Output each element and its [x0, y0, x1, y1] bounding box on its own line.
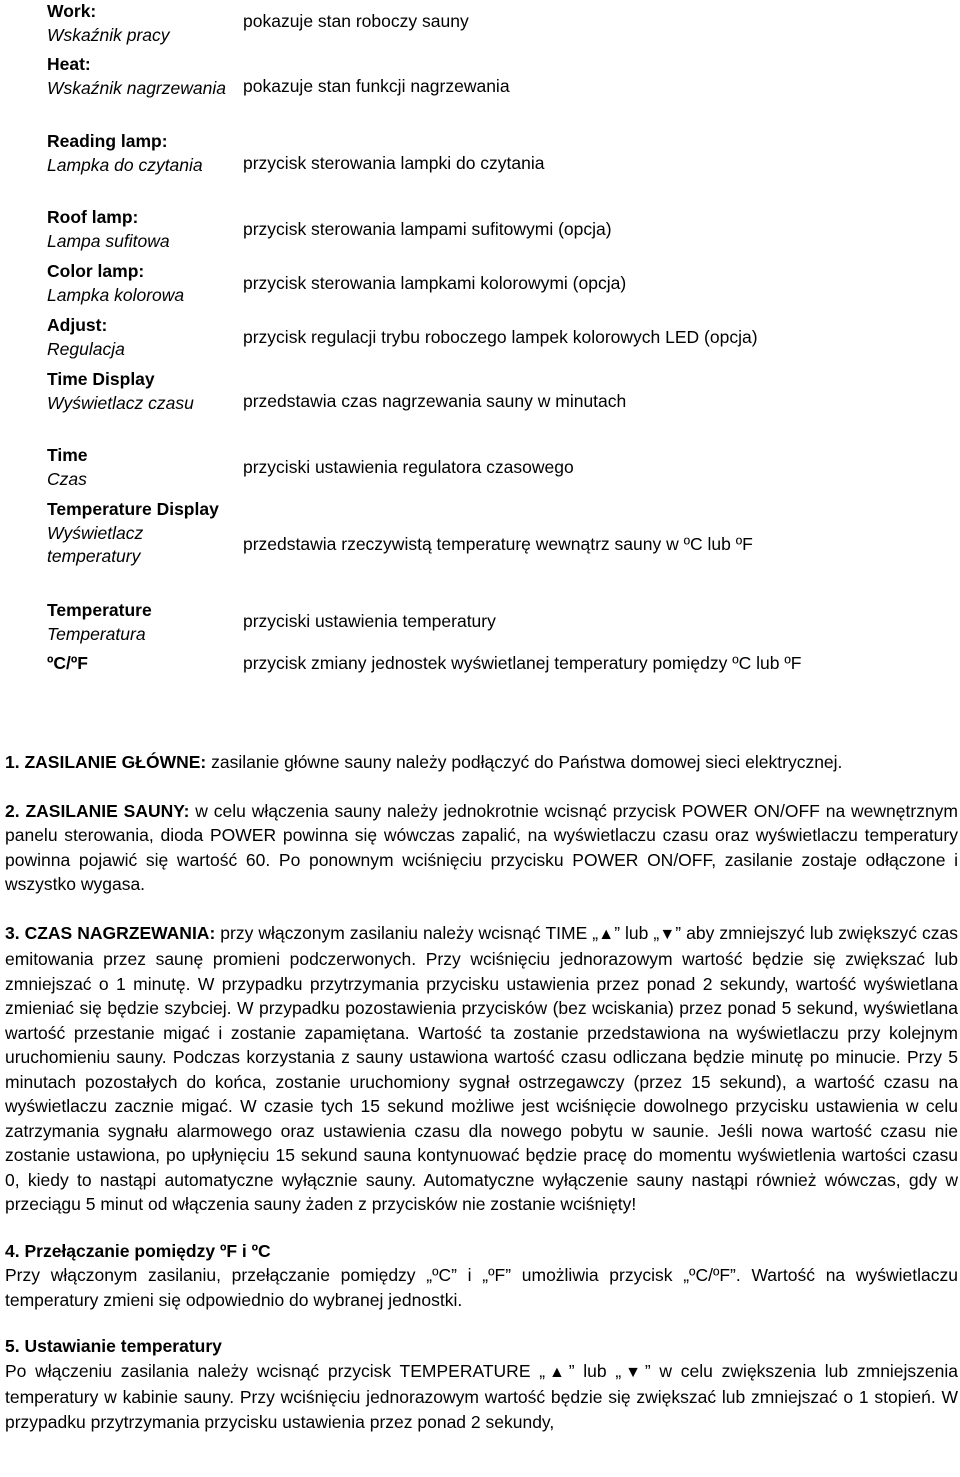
arrow-down-icon: ▼	[621, 1363, 645, 1381]
definition-description: przycisk sterowania lampami sufitowymi (opcja)	[243, 219, 612, 239]
definition-term	[47, 314, 237, 361]
term-english: Temperature Display	[47, 499, 219, 519]
term-english: Reading lamp:	[47, 131, 168, 151]
section-text: w celu włączenia sauny należy jednokrotnie wcisnąć przycisk POWER ON/OFF na wewnętrznym panelu sterowania, dioda POWER powinna się wówczas zapalić, na wyświetlaczu czasu oraz wyświetlaczu temperatury powinna pojawić się wartość 60. Po ponownym wciśnięciu przycisku POWER ON/OFF, zasilanie zostaje odłączone i wszystko wygasa.	[5, 800, 958, 894]
section-main-power	[5, 750, 958, 775]
definition-description: przycisk sterowania lampki do czytania	[243, 153, 545, 173]
term-english: Heat:	[47, 54, 91, 74]
section-text: ” lub „	[568, 1360, 622, 1381]
section-unit-switch-title: 4. Przełączanie pomiędzy ºF i ºC	[5, 1240, 271, 1261]
definition-term	[47, 0, 237, 47]
section-text: ” aby zmniejszyć lub zwiększyć czas emitowania przez saunę promieni podczerwonych. Przy wciśnięciu jednorazowym wartość będzie się zwiększać lub zmniejszać o 1 minutę. W przypadku przytrzymania przycisku ustawienia przez ponad 2 sekundy, wartość wyświetlana zmieniać się będzie szybciej. W przypadku pozostawienia przycisków (bez wciskania) przez ponad 5 sekund, wyświetlana wartość przestanie migać i zostanie zapamiętana. Wartość ta zostanie przedstawiona na wyświetlaczu przy kolejnym uruchomieniu sauny. Podczas korzystania z sauny ustawiona wartość czasu odliczana będzie minutę po minucie. Przy 5 minutach pozostałych do końca, zostanie uruchomiony sygnał ostrzegawczy (przez 15 sekund), a wartość czasu na wyświetlaczu zacznie migać. W czasie tych 15 sekund możliwe jest wciśnięcie dowolnego przycisku ustawienia w celu zatrzymania sygnału alarmowego oraz ustawienia czasu dla nowego pobytu w saunie. Jeśli nowa wartość czasu nie zostanie ustawiona, po upłynięciu 15 sekund sauna kontynuować będzie pracę do momentu wyświetlenia wartości czasu 0, kiedy to nastąpi automatyczne wyłącznie sauny. Automatyczne wyłączenie sauny nastąpi również wówczas, gdy w przeciągu 5 minut od włączenia sauny żaden z przycisków nie zostanie wciśnięty!	[5, 922, 958, 1214]
section-text: Po włączeniu zasilania należy wcisnąć przycisk TEMPERATURE „	[5, 1360, 546, 1381]
term-polish: Wyświetlacz temperatury	[47, 522, 144, 566]
definition-description: pokazuje stan roboczy sauny	[243, 11, 469, 31]
term-polish: Wyświetlacz czasu	[47, 392, 194, 413]
definition-term	[47, 53, 237, 100]
term-english: Temperature	[47, 600, 152, 620]
term-english: Work:	[47, 1, 97, 21]
definition-description: pokazuje stan funkcji nagrzewania	[243, 76, 510, 96]
section-heating-time	[5, 921, 958, 1217]
definition-term	[47, 498, 237, 569]
arrow-down-icon: ▼	[659, 925, 676, 943]
section-temperature-title: 5. Ustawianie temperatury	[5, 1336, 222, 1356]
definition-description: przyciski ustawienia temperatury	[243, 611, 496, 631]
definition-description: przedstawia czas nagrzewania sauny w minutach	[243, 391, 627, 411]
term-english: Color lamp:	[47, 261, 145, 281]
definition-description: przyciski ustawienia regulatora czasowego	[243, 457, 574, 477]
term-polish: Czas	[47, 468, 87, 489]
definition-term	[47, 444, 237, 491]
section-text: ” lub „	[614, 922, 660, 943]
term-polish: Wskaźnik pracy	[47, 24, 170, 45]
arrow-up-icon: ▲	[545, 1363, 569, 1381]
term-english: Time Display	[47, 369, 155, 389]
term-polish: Lampka kolorowa	[47, 284, 185, 305]
definition-term	[47, 368, 237, 415]
term-english: Roof lamp:	[47, 207, 139, 227]
definition-description: przycisk zmiany jednostek wyświetlanej temperatury pomiędzy ºC lub ºF	[243, 653, 802, 673]
term-polish: Temperatura	[47, 623, 146, 644]
section-title: 3. CZAS NAGRZEWANIA:	[5, 922, 216, 943]
section-text: przy włączonym zasilaniu należy wcisnąć TIME „	[215, 922, 599, 943]
definition-description: przycisk sterowania lampkami kolorowymi (opcja)	[243, 273, 627, 293]
term-polish: Regulacja	[47, 338, 125, 359]
section-unit-switch-text: Przy włączonym zasilaniu, przełączanie pomiędzy „ºC” i „ºF” umożliwia przycisk „ºC/ºF”. Wartość na wyświetlaczu temperatury zmieni się odpowiednio do wybranej jednostki.	[5, 1265, 958, 1310]
section-title: 2. ZASILANIE SAUNY:	[5, 800, 190, 821]
term-english: Adjust:	[47, 315, 108, 335]
definition-term	[47, 130, 237, 177]
definition-description: przedstawia rzeczywistą temperaturę wewnątrz sauny w ºC lub ºF	[243, 534, 753, 554]
definition-description: przycisk regulacji trybu roboczego lampek kolorowych LED (opcja)	[243, 327, 758, 347]
section-text: ” w celu zwiększenia lub zmniejszenia temperatury w kabinie sauny. Przy wciśnięciu jednorazowym wartość będzie się zwiększać lub zmniejszać o 1 stopień. W przypadku przytrzymania przycisku ustawienia przez ponad 2 sekundy,	[5, 1360, 959, 1432]
section-title: 1. ZASILANIE GŁÓWNE:	[5, 752, 207, 772]
section-sauna-power	[5, 799, 958, 897]
arrow-up-icon: ▲	[598, 925, 615, 943]
term-polish: Lampa sufitowa	[47, 230, 170, 251]
definition-term	[47, 260, 237, 307]
definition-term	[47, 652, 237, 676]
instructions	[5, 750, 958, 1456]
definition-term	[47, 599, 237, 646]
term-polish: Wskaźnik nagrzewania	[47, 77, 226, 98]
term-english: ºC/ºF	[47, 653, 88, 673]
term-english: Time	[47, 445, 88, 465]
section-text: zasilanie główne sauny należy podłączyć do Państwa domowej sieci elektrycznej.	[206, 752, 843, 772]
definition-term	[47, 206, 237, 253]
section-temperature-text	[5, 1359, 958, 1435]
term-polish: Lampka do czytania	[47, 154, 203, 175]
